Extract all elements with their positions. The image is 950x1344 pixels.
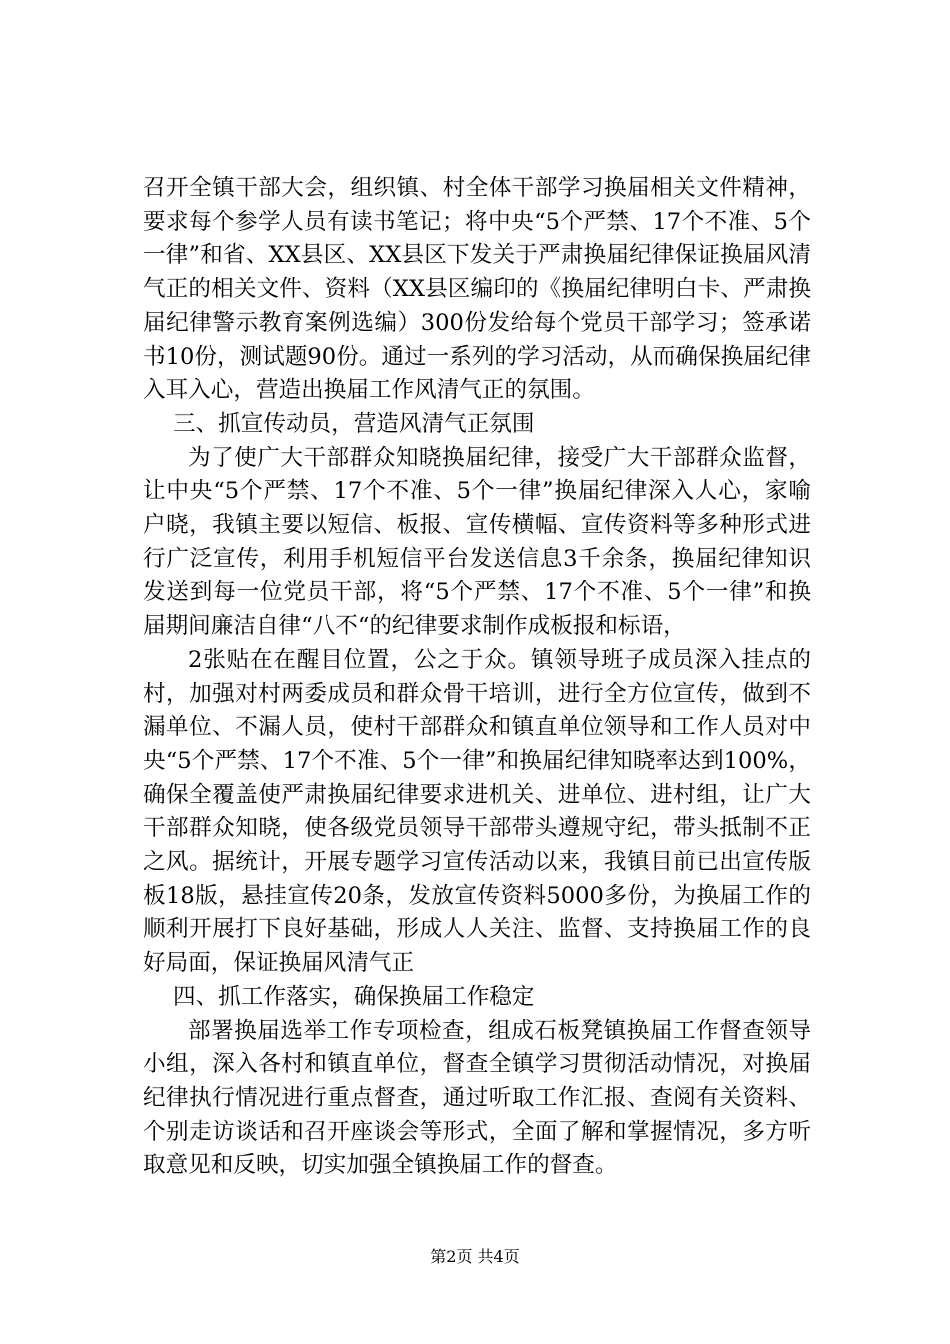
paragraph-1: 召开全镇干部大会，组织镇、村全体干部学习换届相关文件精神，要求每个参学人员有读书笔记；将中央“5个严禁、17个不准、5个一律”和省、XX县区、XX县区下发关于严肃换届纪律保证换届风清气正的相关文件、资料（XX县区编印的《换届纪律明白卡、严肃换届纪律警示教育案例选编）300份发给每个党员干部学习；签承诺书10份，测试题90份。通过一系列的学习活动，从而确保换届纪律入耳入心，营造出换届工作风清气正的氛围。 (143, 175, 811, 404)
section-heading-4: 四、抓工作落实，确保换届工作稳定 (173, 983, 535, 1010)
paragraph-4: 部署换届选举工作专项检查，组成石板凳镇换届工作督查领导小组，深入各村和镇直单位，督查全镇学习贯彻活动情况，对换届纪律执行情况进行重点督查，通过听取工作汇报、查阅有关资料、个别走访谈话和召开座谈会等形式，全面了解和掌握情况，多方听取意见和反映，切实加强全镇换届工作的督查。 (143, 1017, 811, 1179)
document-body (143, 172, 811, 1183)
paragraph-2: 为了使广大干部群众知晓换届纪律，接受广大干部群众监督，让中央“5个严禁、17个不准、5个一律”换届纪律深入人心，家喻户晓，我镇主要以短信、板报、宣传横幅、宣传资料等多种形式进行广泛宣传，利用手机短信平台发送信息3千余条，换届纪律知识发送到每一位党员干部，将“5个严禁、17个不准、5个一律”和换届期间廉洁自律“八不“的纪律要求制作成板报和标语， (143, 444, 811, 640)
page-footer: 第2页 共4页 (430, 1247, 520, 1266)
section-heading-3: 三、抓宣传动员，营造风清气正氛围 (173, 410, 535, 437)
paragraph-3: 2张贴在在醒目位置，公之于众。镇领导班子成员深入挂点的村，加强对村两委成员和群众骨干培训，进行全方位宣传，做到不漏单位、不漏人员，使村干部群众和镇直单位领导和工作人员对中央“5个严禁、17个不准、5个一律”和换届纪律知晓率达到100%，确保全覆盖使严肃换届纪律要求进机关、进单位、进村组，让广大干部群众知晓，使各级党员领导干部带头遵规守纪，带头抵制不正之风。据统计，开展专题学习宣传活动以来，我镇目前已出宣传版板18版，悬挂宣传20条，发放宣传资料5000多份，为换届工作的顺利开展打下良好基础，形成人人关注、监督、支持换届工作的良好局面，保证换届风清气正 (143, 646, 811, 977)
